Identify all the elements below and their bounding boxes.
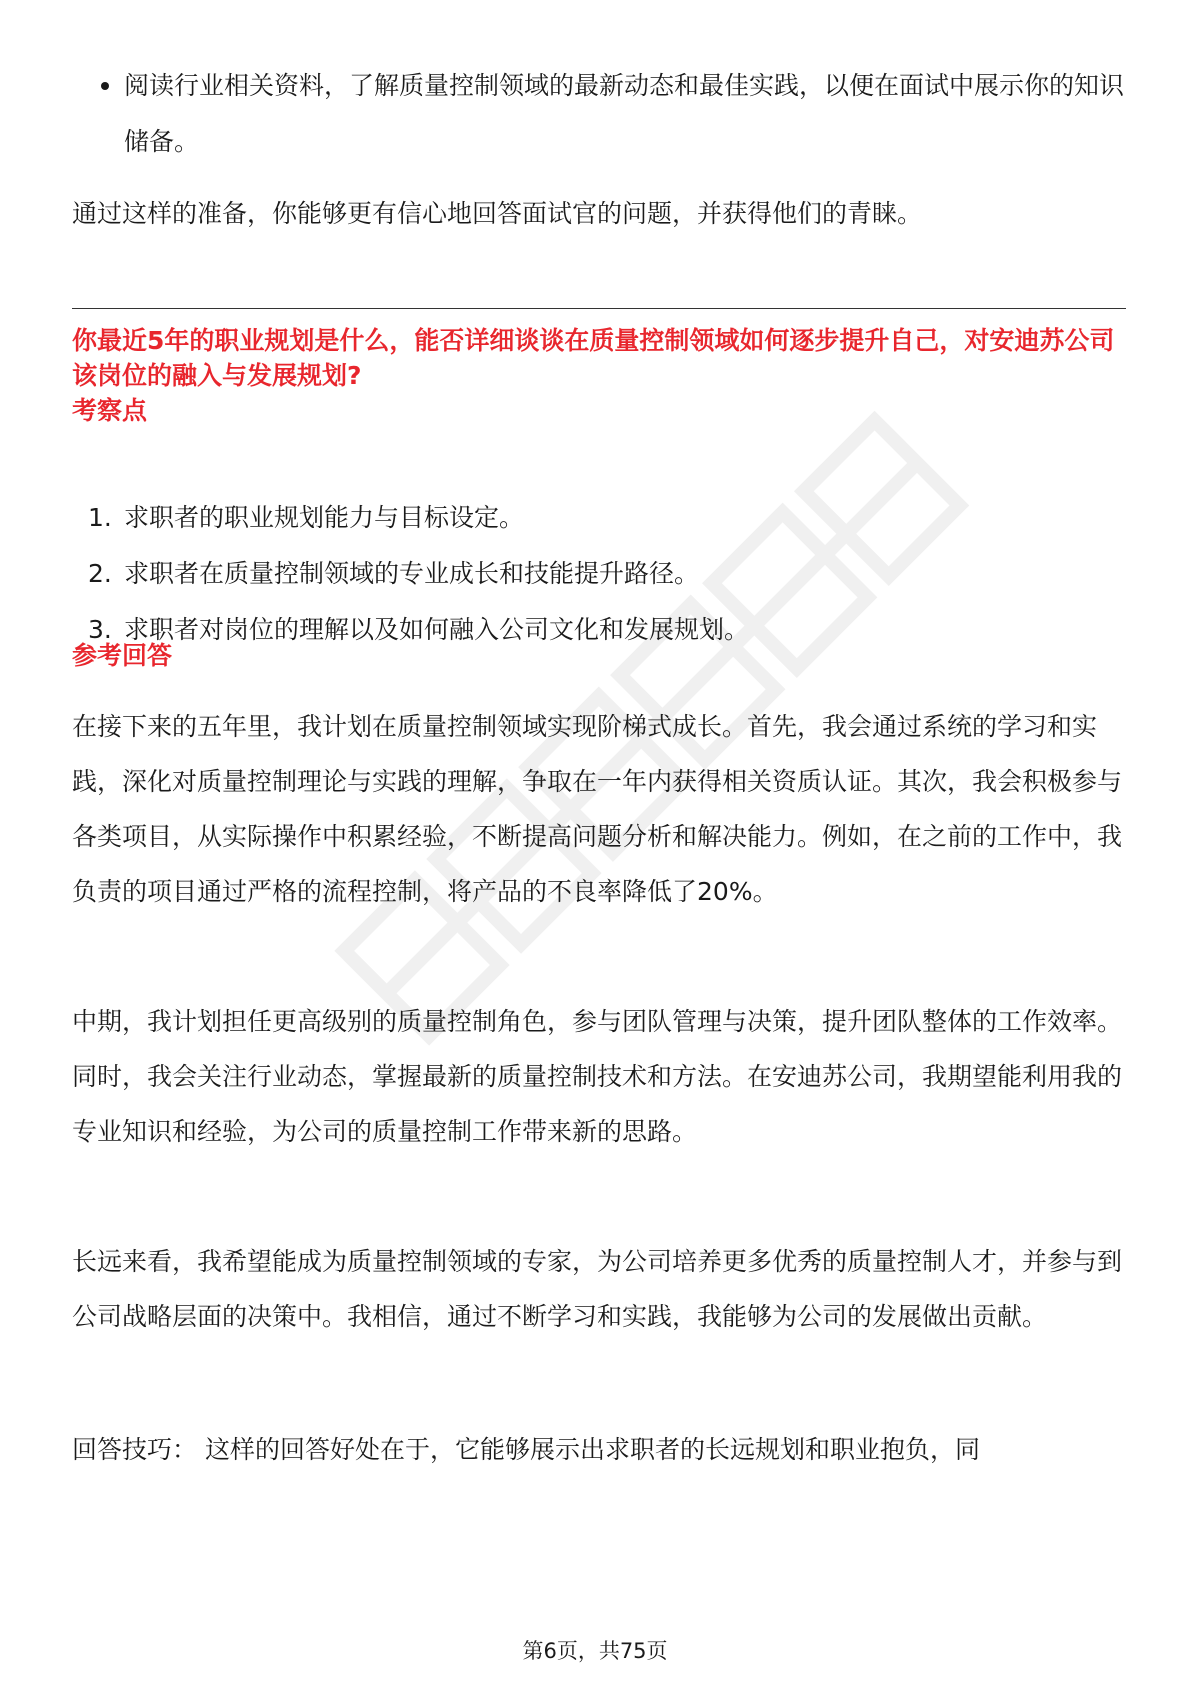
assessment-item [72, 602, 1126, 658]
answer-heading: 参考回答 [72, 641, 173, 670]
assessment-heading: 考察点 [72, 396, 148, 425]
assessment-item-text: 求职者对岗位的理解以及如何融入公司文化和发展规划。 [124, 615, 750, 644]
bullet-list-item [72, 58, 1126, 170]
section-divider [72, 308, 1126, 309]
assessment-item-number: 1. [88, 503, 112, 532]
assessment-list [72, 490, 1126, 658]
assessment-item [72, 490, 1126, 546]
intro-conclusion: 通过这样的准备，你能够更有信心地回答面试官的问题，并获得他们的青睐。 [72, 199, 923, 228]
assessment-item-text: 求职者在质量控制领域的专业成长和技能提升路径。 [124, 559, 700, 588]
question-title: 你最近5年的职业规划是什么，能否详细谈谈在质量控制领域如何逐步提升自己，对安迪苏公司该岗位的融入与发展规划? [72, 326, 1115, 390]
page-number-footer: 第6页，共75页 [522, 1639, 668, 1663]
bullet-text: 阅读行业相关资料，了解质量控制领域的最新动态和最佳实践，以便在面试中展示你的知识储备。 [124, 71, 1125, 156]
answer-paragraph-2: 中期，我计划担任更高级别的质量控制角色，参与团队管理与决策，提升团队整体的工作效率。同时，我会关注行业动态，掌握最新的质量控制技术和方法。在安迪苏公司，我期望能利用我的专业知识和经验，为公司的质量控制工作带来新的思路。 [72, 1007, 1123, 1146]
assessment-item [72, 546, 1126, 602]
assessment-item-number: 3. [88, 615, 112, 644]
answer-paragraph-1: 在接下来的五年里，我计划在质量控制领域实现阶梯式成长。首先，我会通过系统的学习和实践，深化对质量控制理论与实践的理解，争取在一年内获得相关资质认证。其次，我会积极参与各类项目，从实际操作中积累经验，不断提高问题分析和解决能力。例如，在之前的工作中，我负责的项目通过严格的流程控制，将产品的不良率降低了20%。 [72, 712, 1123, 906]
assessment-item-number: 2. [88, 559, 112, 588]
answer-paragraph-3: 长远来看，我希望能成为质量控制领域的专家，为公司培养更多优秀的质量控制人才，并参与到公司战略层面的决策中。我相信，通过不断学习和实践，我能够为公司的发展做出贡献。 [72, 1247, 1123, 1331]
answer-tip: 回答技巧： 这样的回答好处在于，它能够展示出求职者的长远规划和职业抱负，同 [72, 1435, 980, 1464]
bullet-dot-icon [101, 82, 109, 90]
assessment-item-text: 求职者的职业规划能力与目标设定。 [124, 503, 525, 532]
